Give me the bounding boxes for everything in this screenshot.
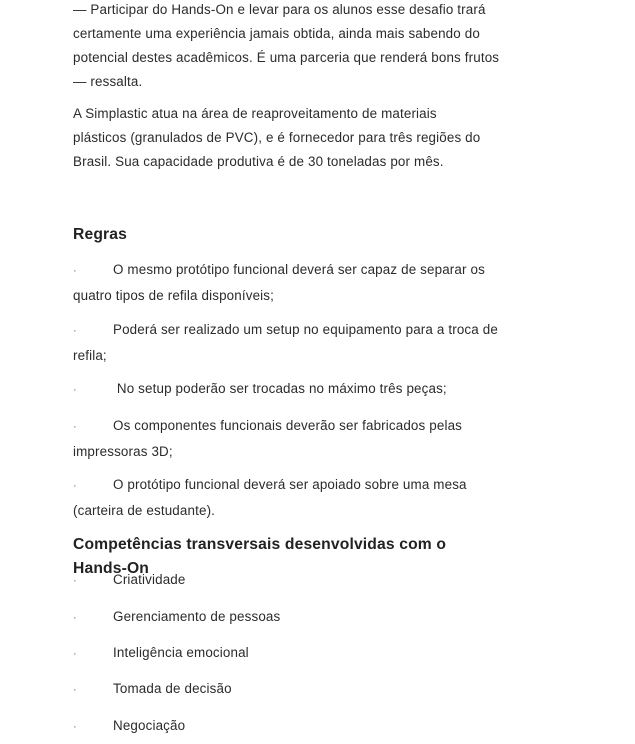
bullet-icon: · bbox=[73, 421, 77, 433]
rules-item bbox=[73, 377, 498, 403]
rules-item-text: No setup poderão ser trocadas no máximo três peças; bbox=[113, 381, 447, 396]
bullet-icon: · bbox=[73, 612, 77, 624]
rules-item bbox=[73, 473, 498, 522]
competency-item bbox=[73, 643, 249, 664]
bullet-icon: · bbox=[73, 648, 77, 660]
rules-heading: Regras bbox=[73, 226, 127, 243]
rules-item bbox=[73, 258, 498, 307]
competency-text: Inteligência emocional bbox=[113, 645, 249, 660]
competency-text: Negociação bbox=[113, 718, 186, 733]
rules-item-text: Poderá ser realizado um setup no equipamento para a troca de refila; bbox=[73, 322, 498, 363]
bullet-icon: · bbox=[73, 265, 77, 277]
competency-text: Tomada de decisão bbox=[113, 681, 232, 696]
bullet-icon: · bbox=[73, 325, 77, 337]
competency-item bbox=[73, 716, 185, 737]
bullet-icon: · bbox=[73, 575, 77, 587]
competency-item bbox=[73, 570, 186, 591]
company-paragraph: A Simplastic atua na área de reaproveitamento de materiais plásticos (granulados de PVC), e é fornecedor para três regiões do Brasil. Sua capacidade produtiva é de 30 toneladas por mês. bbox=[73, 106, 481, 169]
competencies-heading: Competências transversais desenvolvidas com o Hands-On bbox=[73, 536, 447, 577]
competency-item bbox=[73, 679, 232, 700]
quote-paragraph: — Participar do Hands-On e levar para os alunos esse desafio trará certamente uma experiência jamais obtida, ainda mais sabendo do potencial destes acadêmicos. É uma parceria que renderá bons frutos — ressalta. bbox=[73, 2, 500, 89]
bullet-icon: · bbox=[73, 721, 77, 733]
rules-item-text: O protótipo funcional deverá ser apoiado sobre uma mesa (carteira de estudante). bbox=[73, 477, 467, 518]
rules-item bbox=[73, 318, 498, 367]
rules-item bbox=[73, 414, 498, 463]
competency-text: Criatividade bbox=[113, 572, 186, 587]
competency-text: Gerenciamento de pessoas bbox=[113, 609, 281, 624]
rules-item-text: O mesmo protótipo funcional deverá ser capaz de separar os quatro tipos de refila disponíveis; bbox=[73, 262, 485, 303]
rules-item-text: Os componentes funcionais deverão ser fabricados pelas impressoras 3D; bbox=[73, 418, 463, 459]
competency-item bbox=[73, 607, 280, 628]
bullet-icon: · bbox=[73, 384, 77, 396]
bullet-icon: · bbox=[73, 684, 77, 696]
bullet-icon: · bbox=[73, 480, 77, 492]
